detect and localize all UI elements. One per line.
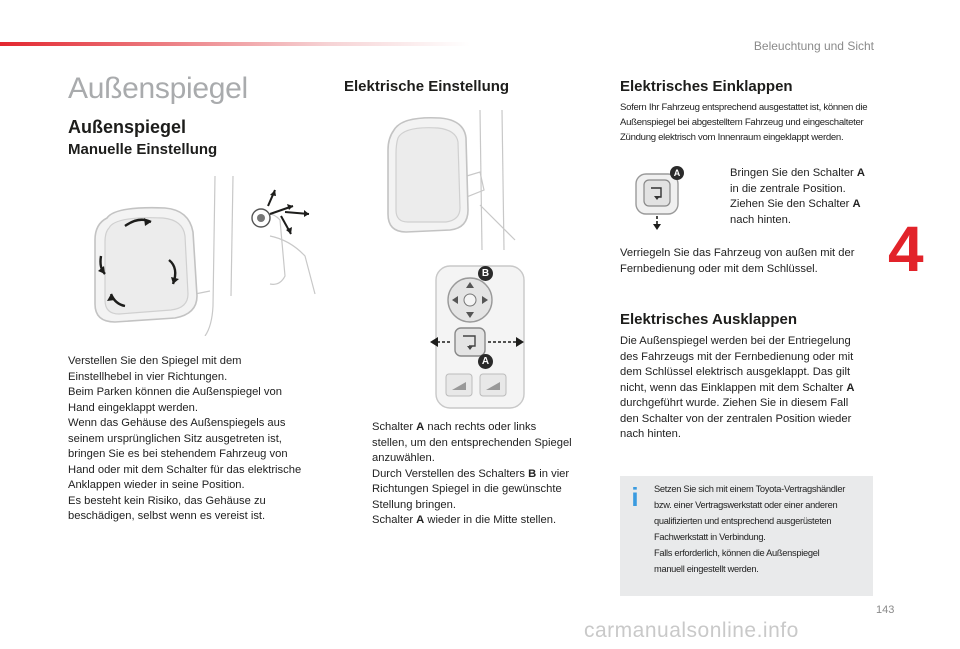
fold-intro-line: Sofern Ihr Fahrzeug entsprechend ausgestattet ist, können die xyxy=(620,102,868,113)
col1-line: seinem ursprünglichen Sitz ausgetreten ist, xyxy=(68,432,282,445)
bullet-key: B xyxy=(528,467,537,480)
bullet-text: stellen, um den entsprechenden Spiegel xyxy=(372,436,572,449)
bullet-text: Bringen Sie den Schalter xyxy=(730,167,857,179)
lock-text xyxy=(620,246,882,277)
fold-bullet xyxy=(702,197,882,228)
watermark: carmanualsonline.info xyxy=(584,619,799,642)
col1-line: Beim Parken können die Außenspiegel von xyxy=(68,386,282,398)
chapter-number: 4 xyxy=(888,213,924,285)
unfold-line-text: nicht, wenn das Einklappen mit dem Schalter xyxy=(620,381,847,394)
col2-bullet xyxy=(344,420,592,467)
fold-bullets xyxy=(702,166,882,228)
page-number: 143 xyxy=(876,604,895,616)
col1-line: Wenn das Gehäuse des Außenspiegels aus xyxy=(68,417,286,429)
info-icon: i xyxy=(631,482,639,512)
bullet-text: Schalter xyxy=(372,421,417,433)
lock-line: Verriegeln Sie das Fahrzeug von außen mit der xyxy=(620,247,855,259)
unfold-line: den Schalter von der zentralen Position wieder xyxy=(620,412,852,425)
col2-bullets xyxy=(344,420,592,529)
bullet-text: in die zentrale Position. xyxy=(730,182,846,195)
info-line: Fachwerkstatt in Verbindung. xyxy=(654,532,766,542)
label-a-badge: A xyxy=(478,354,493,369)
fold-bullet xyxy=(702,166,882,197)
fold-intro xyxy=(620,100,880,145)
col1-line: Anklappen wieder in seine Position. xyxy=(68,479,245,491)
col1-line: Es besteht kein Risiko, das Gehäuse zu xyxy=(68,494,266,507)
bullet-text: anzuwählen. xyxy=(372,452,435,464)
bullet-text: Durch Verstellen des Schalters xyxy=(372,467,529,480)
col1-line: bringen Sie es bei stehendem Fahrzeug von xyxy=(68,448,288,460)
fold-intro-line: Zündung elektrisch vom Innenraum eingeklappt werden. xyxy=(620,132,844,143)
col2-heading: Elektrische Einstellung xyxy=(344,78,510,95)
unfold-key: A xyxy=(846,381,855,394)
bullet-text: Ziehen Sie den Schalter xyxy=(730,198,853,210)
fold-intro-line: Außenspiegel bei abgestelltem Fahrzeug und eingeschalteter xyxy=(620,117,864,128)
unfold-line: des Fahrzeugs mit der Fernbedienung oder mit xyxy=(620,350,854,363)
manual-mirror-illustration xyxy=(85,176,330,336)
header-accent-bar xyxy=(0,42,470,46)
col1-description xyxy=(68,354,330,525)
col1-line: beschädigen, selbst wenn es vereist ist. xyxy=(68,510,266,522)
label-b-badge: B xyxy=(478,266,493,281)
unfold-heading: Elektrisches Ausklappen xyxy=(620,311,798,328)
col1-line: Einstellhebel in vier Richtungen. xyxy=(68,370,228,383)
info-line: bzw. einer Vertragswerkstatt oder einer anderen xyxy=(654,500,838,510)
electric-mirror-illustration xyxy=(380,110,530,250)
bullet-key: A xyxy=(416,514,425,526)
bullet-text: in vier xyxy=(536,467,570,480)
unfold-line: nach hinten. xyxy=(620,428,681,440)
bullet-text: nach rechts oder links xyxy=(424,421,537,433)
bullet-text: nach hinten. xyxy=(730,213,791,226)
unfold-line: durchgeführt wurde. Ziehen Sie in diesem Fall xyxy=(620,397,849,409)
info-line: Falls erforderlich, können die Außenspiegel xyxy=(654,548,820,558)
col1-line: Verstellen Sie den Spiegel mit dem xyxy=(68,355,242,367)
section-title: Beleuchtung und Sicht xyxy=(753,39,874,53)
col1-line: Hand oder mit dem Schalter für das elektrische xyxy=(68,463,302,476)
info-line: qualifizierten und entsprechend ausgerüsteten xyxy=(654,516,832,526)
unfold-line: dem Schlüssel elektrisch ausgeklappt. Das gilt xyxy=(620,366,851,378)
col1-subheading: Manuelle Einstellung xyxy=(68,141,218,158)
fold-heading: Elektrisches Einklappen xyxy=(620,78,793,95)
bullet-key: A xyxy=(852,198,861,210)
page-title: Außenspiegel xyxy=(68,72,248,105)
bullet-text: wieder in die Mitte stellen. xyxy=(424,514,557,526)
bullet-text: Schalter xyxy=(372,514,417,526)
unfold-text xyxy=(620,334,882,443)
info-text xyxy=(654,481,868,577)
bullet-text: Richtungen Spiegel in die gewünschte xyxy=(372,483,562,495)
bullet-key: A xyxy=(856,167,865,179)
info-line: manuell eingestellt werden. xyxy=(654,564,759,574)
fold-label-a-badge: A xyxy=(670,166,684,180)
unfold-line xyxy=(620,381,882,397)
info-line: Setzen Sie sich mit einem Toyota-Vertragshändler xyxy=(654,484,846,494)
unfold-line: Die Außenspiegel werden bei der Entriegelung xyxy=(620,335,851,347)
fold-switch-illustration xyxy=(628,166,690,230)
lock-line: Fernbedienung oder mit dem Schlüssel. xyxy=(620,262,818,275)
col1-heading: Außenspiegel xyxy=(68,117,187,137)
bullet-key: A xyxy=(416,421,425,433)
col2-bullet xyxy=(344,513,592,529)
bullet-text: Stellung bringen. xyxy=(372,498,456,511)
col1-line: Hand eingeklappt werden. xyxy=(68,401,198,414)
col2-bullet xyxy=(344,467,592,514)
switch-panel xyxy=(430,262,530,412)
